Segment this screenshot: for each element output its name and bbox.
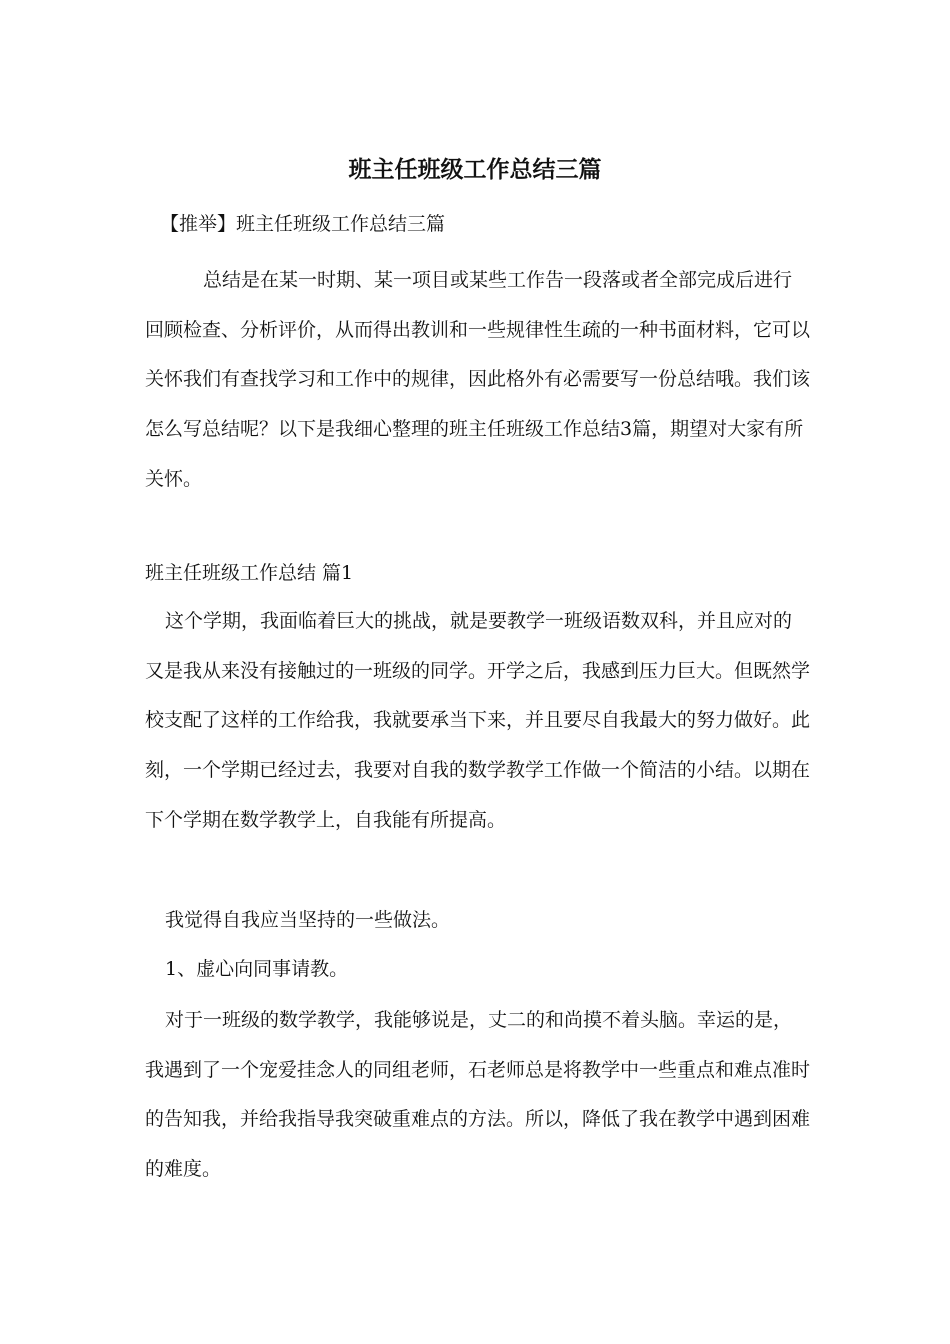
document-subtitle: 【推举】班主任班级工作总结三篇	[160, 213, 446, 235]
list-item: 1、虚心向同事请教。	[165, 958, 349, 980]
intro-paragraph: 总结是在某一时期、某一项目或某些工作告一段落或者全部完成后进行回顾检查、分析评价，从而得出教训和一些规律性生疏的一种书面材料，它可以关怀我们有查找学习和工作中的规律，因此格外有必需要写一份总结哦。我们该怎么写总结呢？以下是我细心整理的班主任班级工作总结3篇，期望对大家有所关怀。	[145, 269, 811, 490]
document-title: 班主任班级工作总结三篇	[348, 156, 602, 183]
body-paragraph: 对于一班级的数学教学，我能够说是，丈二的和尚摸不着头脑。幸运的是，我遇到了一个宠爱挂念人的同组老师，石老师总是将教学中一些重点和难点准时的告知我，并给我指导我突破重难点的方法。所以，降低了我在教学中遇到困难的难度。	[145, 1009, 811, 1181]
body-paragraph: 这个学期，我面临着巨大的挑战，就是要教学一班级语数双科，并且应对的又是我从来没有接触过的一班级的同学。开学之后，我感到压力巨大。但既然学校支配了这样的工作给我，我就要承当下来，并且要尽自我最大的努力做好。此刻，一个学期已经过去，我要对自我的数学教学工作做一个简洁的小结。以期在下个学期在数学教学上，自我能有所提高。	[145, 610, 811, 831]
section-heading: 班主任班级工作总结 篇1	[145, 562, 354, 584]
body-paragraph: 我觉得自我应当坚持的一些做法。	[165, 909, 451, 931]
